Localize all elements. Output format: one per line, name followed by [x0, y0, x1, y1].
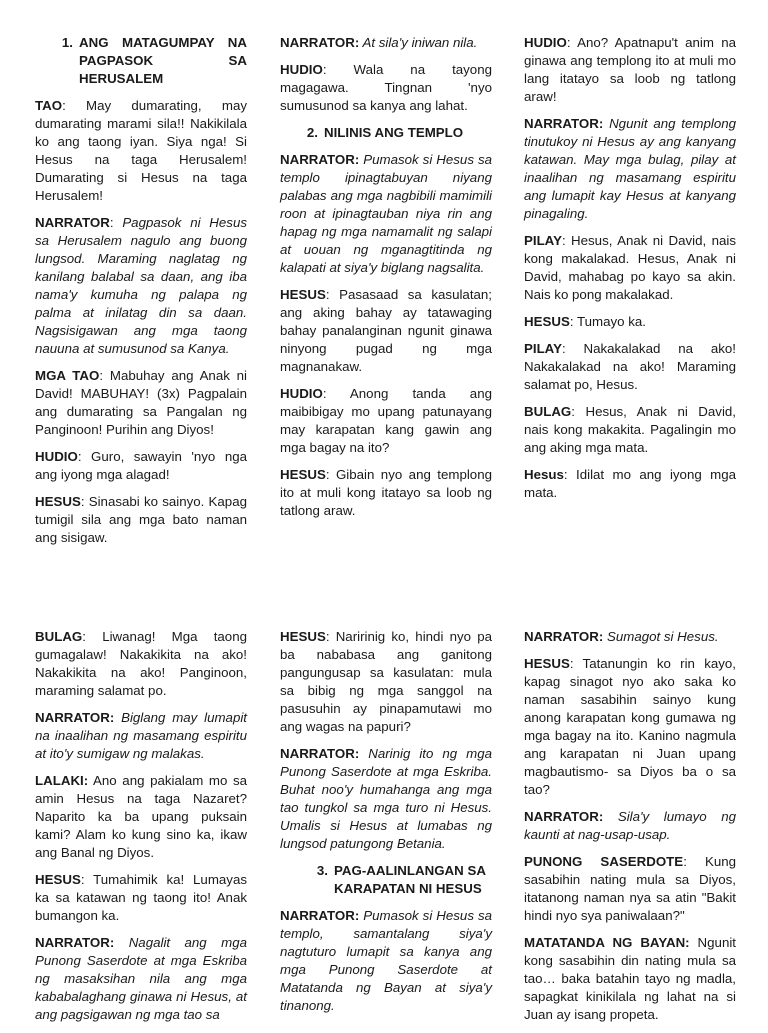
dialogue-text: Idilat mo ang iyong mga mata.: [524, 467, 736, 500]
speaker-name: LALAKI:: [35, 773, 89, 788]
speaker-name: NARRATOR:: [524, 629, 604, 644]
dialogue-line: [35, 367, 247, 439]
dialogue-list: [35, 628, 247, 1024]
dialogue-line: [280, 385, 492, 457]
speaker-name: HESUS: [280, 287, 326, 302]
speaker-name: PILAY: [524, 341, 562, 356]
dialogue-text: Pagpasok ni Hesus sa Herusalem nagulo ang buong lungsod. Maraming naglatag ng kanilang balabal sa daan, ang iba nama'y kumuha ng palapa ng palma at inilatag din sa daan. Nagsisigawan ang mga taong nauuna at sumusunod sa Kanya.: [35, 215, 247, 356]
speaker-separator: :: [683, 854, 687, 869]
dialogue-line: [524, 466, 736, 502]
dialogue-text: Kung sasabihin nating mula sa Diyos, itatanong naman nya sa atin "Bakit hindi nyo sya paniwalaan?": [524, 854, 737, 923]
dialogue-line: [524, 934, 736, 1024]
heading-number: 1.: [61, 35, 73, 50]
dialogue-text: Hesus, Anak ni David, nais kong makalakad. Hesus, Anak ni David, mahabag po kayo sa akin. Nais ko pong makalakad.: [524, 233, 736, 302]
dialogue-list: [524, 628, 736, 1024]
dialogue-line: [280, 286, 492, 376]
dialogue-list: [280, 907, 492, 1015]
speaker-name: NARRATOR: [35, 215, 110, 230]
speaker-name: NARRATOR:: [524, 116, 604, 131]
dialogue-text: Nagalit ang mga Punong Saserdote at mga Eskriba ng masaksihan nila ang mga kababalaghang ginawa ni Hesus, at ang pagsigawan ng mga tao sa: [35, 935, 247, 1022]
speaker-name: HESUS: [35, 494, 81, 509]
speaker-name: BULAG: [524, 404, 572, 419]
dialogue-text: Ano? Apatnapu't anim na ginawa ang templong ito at muli mo lang itatayo sa loob ng tatlong araw!: [524, 35, 736, 104]
dialogue-text: Hesus, Anak ni David, nais kong makakita. Pagalingin mo ang aking mga mata.: [524, 404, 736, 455]
dialogue-line: [524, 340, 736, 394]
dialogue-line: [524, 628, 736, 646]
speaker-name: HESUS: [524, 314, 570, 329]
speaker-separator: :: [82, 629, 86, 644]
speaker-name: PUNONG SASERDOTE: [524, 854, 684, 869]
dialogue-text: Pumasok si Hesus sa templo, samantalang siya'y nagtuturo lumapit sa kanya ang mga Punong Saserdote at Matatanda ng Bayan at siya'y tinanong.: [280, 908, 492, 1013]
dialogue-line: [524, 403, 736, 457]
dialogue-text: Sumagot si Hesus.: [603, 629, 719, 644]
dialogue-text: Naririnig ko, hindi nyo pa ba nababasa ang ganitong pangungusap sa kasulatan: mula sa bibig ng mga sanggol na pasusuhin ay pinapamutawi mo ang wagas na papuri?: [280, 629, 492, 734]
dialogue-text: May dumarating, may dumarating marami sila!! Nakikilala ko ang taong iyan. Siya nga! Si Hesus na taga Herusalem! Dumarating si Hesus na taga Herusalem!: [35, 98, 247, 203]
dialogue-line: [35, 772, 247, 862]
dialogue-text: Tumayo ka.: [573, 314, 646, 329]
dialogue-line: [280, 151, 492, 277]
speaker-name: NARRATOR:: [280, 908, 360, 923]
dialogue-text: Sila'y lumayo ng kaunti at nag-usap-usap.: [524, 809, 736, 842]
column-top-2: [280, 34, 492, 529]
dialogue-list: [280, 34, 492, 115]
speaker-separator: :: [563, 467, 568, 482]
dialogue-text: Sinasabi ko sainyo. Kapag tumigil sila ang mga bato naman ang sisigaw.: [35, 494, 247, 545]
dialogue-line: [35, 709, 247, 763]
speaker-name: NARRATOR:: [35, 710, 115, 725]
speaker-name: Hesus: [524, 467, 564, 482]
speaker-separator: :: [566, 35, 571, 50]
speaker-separator: :: [325, 287, 330, 302]
dialogue-text: Tatanungin ko rin kayo, kapag sinagot nyo ako saka ko naman sasabihin sainyo kung anong karapatan kong gumawa ng mga bagay na ito. Kanino nagmula ang karapatan ni Juan upang magbautismo- sa Diyos ba o sa tao?: [524, 656, 736, 797]
speaker-name: BULAG: [35, 629, 83, 644]
dialogue-text: Anong tanda ang maibibigay mo upang patunayang may karapatan kang gawin ang mga bagay na ito?: [280, 386, 492, 455]
speaker-separator: :: [77, 449, 82, 464]
speaker-name: NARRATOR:: [280, 746, 360, 761]
dialogue-line: [524, 655, 736, 799]
column-bottom-3: [524, 628, 736, 1033]
speaker-name: HESUS: [280, 467, 326, 482]
speaker-separator: :: [80, 494, 85, 509]
heading-text: PAG-AALINLANGAN SA KARAPATAN NI HESUS: [334, 863, 486, 896]
dialogue-list: [280, 628, 492, 853]
speaker-name: NARRATOR:: [524, 809, 604, 824]
section-heading-2: [296, 124, 492, 142]
dialogue-text: Ngunit kong sasabihin din nating mula sa tao… baka batahin tayo ng madla, sapagkat kinikilala ng lahat na si Juan ay isang propeta.: [524, 935, 736, 1022]
dialogue-line: [35, 214, 247, 358]
column-bottom-1: [35, 628, 247, 1033]
speaker-separator: :: [62, 98, 66, 113]
dialogue-line: [35, 628, 247, 700]
dialogue-text: Pumasok si Hesus sa templo ipinagtabuyan niyang palabas ang mga nagbibili mamimili roon at ipinagtauban niya rin ang hapag ng mga namamalit ng salapi at uouan ng mganagtitinda ng kalapati at siya'y biglang nagsalita.: [280, 152, 492, 275]
column-top-3: [524, 34, 736, 511]
speaker-separator: :: [571, 404, 575, 419]
speaker-separator: :: [80, 872, 85, 887]
dialogue-text: Tumahimik ka! Lumayas ka sa katawan ng taong ito! Anak bumangon ka.: [35, 872, 247, 923]
dialogue-text: Gibain nyo ang templong ito at muli kong itatayo sa loob ng tatlong araw.: [280, 467, 492, 518]
speaker-separator: :: [569, 656, 574, 671]
dialogue-line: [280, 61, 492, 115]
dialogue-text: At sila'y iniwan nila.: [359, 35, 478, 50]
dialogue-text: Ano ang pakialam mo sa amin Hesus na taga Nazaret? Naparito ka ba upang puksain kami? Alam ko kung sino ka, ikaw ang Banal ng Diyos.: [35, 773, 247, 860]
dialogue-text: Pasasaad sa kasulatan; ang aking bahay ay tatawaging bahay panalanginan ngunit ginawa ninyong pugad ng mga magnanakaw.: [280, 287, 492, 374]
speaker-name: HESUS: [524, 656, 570, 671]
speaker-separator: :: [322, 386, 327, 401]
dialogue-line: [524, 115, 736, 223]
dialogue-line: [35, 934, 247, 1024]
heading-text: ANG MATAGUMPAY NA PAGPASOK SA HERUSALEM: [79, 35, 247, 86]
dialogue-text: Biglang may lumapit na inaalihan ng masamang espiritu at ito'y sumigaw ng malakas.: [35, 710, 247, 761]
dialogue-list: [35, 97, 247, 547]
speaker-name: HUDIO: [524, 35, 567, 50]
dialogue-text: Liwanag! Mga taong gumagalaw! Nakakikita na ako! Nakakikita na ako! Panginoon, maraming salamat po.: [35, 629, 247, 698]
column-bottom-2: [280, 628, 492, 1024]
speaker-name: HUDIO: [280, 62, 323, 77]
speaker-name: MGA TAO: [35, 368, 100, 383]
dialogue-line: [524, 808, 736, 844]
speaker-separator: :: [561, 341, 566, 356]
speaker-name: HESUS: [280, 629, 326, 644]
dialogue-line: [524, 34, 736, 106]
dialogue-line: [524, 313, 736, 331]
speaker-separator: :: [569, 314, 574, 329]
heading-number: 3.: [316, 863, 328, 878]
dialogue-line: [35, 97, 247, 205]
speaker-name: TAO: [35, 98, 63, 113]
column-top-1: [35, 34, 247, 556]
dialogue-line: [35, 493, 247, 547]
speaker-name: PILAY: [524, 233, 562, 248]
dialogue-text: Wala na tayong magagawa. Tingnan 'nyo sumusunod sa kanya ang lahat.: [280, 62, 492, 113]
speaker-separator: :: [109, 215, 114, 230]
dialogue-text: Mabuhay ang Anak ni David! MABUHAY! (3x) Pagpalain ang dumarating sa Pangalan ng Panginoon! Purihin ang Diyos!: [35, 368, 247, 437]
speaker-name: HUDIO: [280, 386, 323, 401]
speaker-separator: :: [99, 368, 104, 383]
dialogue-text: Ngunit ang templong tinutukoy ni Hesus ay ang kanyang katawan. May mga bulag, pilay at inaalihan ng masamang espiritu ang lumapit kay Hesus at kanyang pinagaling.: [524, 116, 736, 221]
dialogue-line: [35, 448, 247, 484]
dialogue-list: [524, 34, 736, 502]
dialogue-text: Guro, sawayin 'nyo nga ang iyong mga alagad!: [35, 449, 247, 482]
speaker-name: NARRATOR:: [35, 935, 115, 950]
dialogue-line: [524, 232, 736, 304]
dialogue-text: Narinig ito ng mga Punong Saserdote at mga Eskriba. Buhat noo'y humahanga ang mga tao tungkol sa mga turo ni Hesus. Umalis si Hesus at lumabas ng lungsod patungong Betania.: [280, 746, 492, 851]
speaker-name: NARRATOR:: [280, 152, 360, 167]
dialogue-line: [280, 745, 492, 853]
dialogue-line: [280, 34, 492, 52]
dialogue-line: [280, 907, 492, 1015]
heading-number: 2.: [306, 125, 318, 140]
speaker-separator: :: [325, 467, 330, 482]
speaker-name: HUDIO: [35, 449, 78, 464]
dialogue-list: [280, 151, 492, 520]
dialogue-line: [35, 871, 247, 925]
dialogue-line: [524, 853, 736, 925]
section-heading-1: [51, 34, 247, 88]
speaker-name: MATATANDA NG BAYAN:: [524, 935, 690, 950]
dialogue-line: [280, 466, 492, 520]
dialogue-text: Nakakalakad na ako! Nakakalakad na ako! Maraming salamat po, Hesus.: [524, 341, 736, 392]
section-heading-3: [306, 862, 492, 898]
speaker-separator: :: [325, 629, 330, 644]
speaker-name: HESUS: [35, 872, 81, 887]
speaker-separator: :: [322, 62, 327, 77]
dialogue-line: [280, 628, 492, 736]
speaker-separator: :: [561, 233, 566, 248]
heading-text: NILINIS ANG TEMPLO: [324, 125, 464, 140]
speaker-name: NARRATOR:: [280, 35, 360, 50]
